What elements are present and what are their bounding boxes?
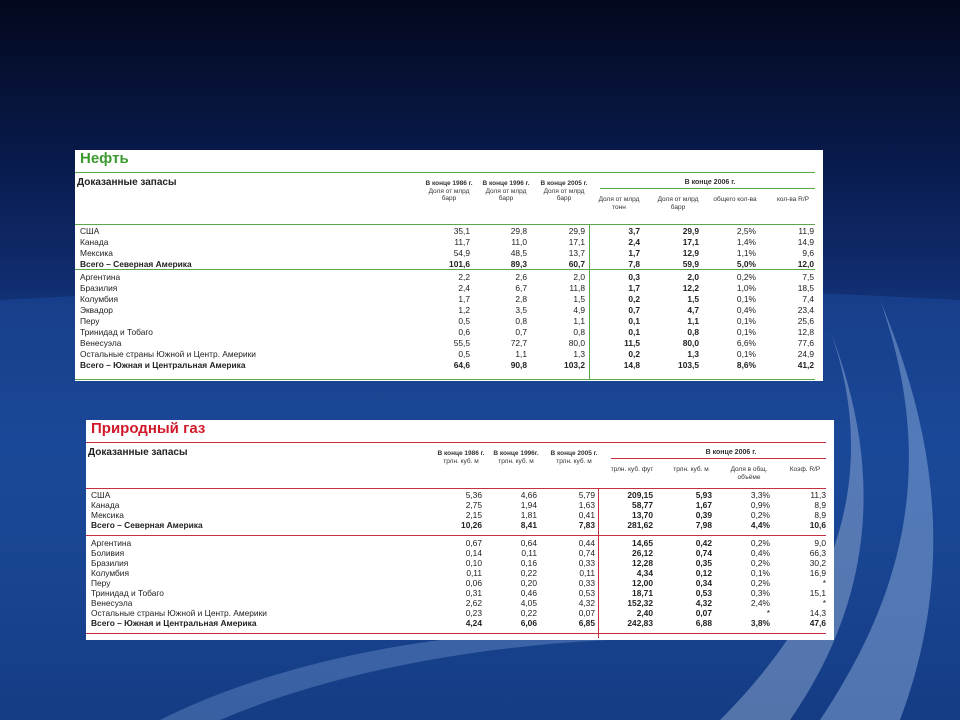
oil-row-label: Венесуэла (80, 338, 122, 348)
oil-row-label: Бразилия (80, 283, 118, 293)
gas-cell: 0,20 (520, 578, 537, 588)
oil-column-unit: Доля от млрд барр (543, 187, 585, 202)
gas-cell: 26,12 (632, 548, 653, 558)
gas-cell: 1,94 (520, 500, 537, 510)
gas-cell: 2,62 (465, 598, 482, 608)
gas-cell: 12,28 (632, 558, 653, 568)
oil-cell: 80,0 (568, 338, 585, 348)
oil-cell: 0,6 (458, 327, 470, 337)
gas-group-header: В конце 2006 г. (705, 449, 757, 456)
oil-cell: 14,9 (797, 237, 814, 247)
gas-cell: 281,62 (627, 520, 653, 530)
gas-cell: 5,36 (465, 490, 482, 500)
gas-cell: 4,4% (750, 520, 770, 530)
oil-cell: 0,3 (628, 272, 640, 282)
oil-cell: 11,9 (798, 226, 814, 236)
oil-cell: 11,0 (511, 237, 527, 247)
oil-cell: 77,6 (797, 338, 814, 348)
gas-cell: 10,6 (809, 520, 826, 530)
oil-cell: 12,9 (682, 248, 699, 258)
oil-cell: 8,6% (736, 360, 756, 370)
gas-cell: 2,75 (465, 500, 482, 510)
oil-group-header: В конце 2006 г. (684, 179, 736, 186)
oil-cell: 11,5 (624, 338, 640, 348)
gas-table-row (86, 618, 834, 628)
gas-cell: 6,85 (578, 618, 595, 628)
gas-cell: 66,3 (809, 548, 826, 558)
gas-cell: * (822, 598, 826, 608)
oil-cell: 1,4% (736, 237, 756, 247)
gas-cell: 8,9 (814, 500, 826, 510)
oil-table-row (75, 248, 823, 258)
oil-row-label: Эквадор (80, 305, 113, 315)
gas-divider-bottom (86, 633, 826, 634)
oil-cell: 48,5 (510, 248, 527, 258)
gas-cell: 0,16 (520, 558, 537, 568)
oil-row-label: Колумбия (80, 294, 119, 304)
oil-cell: 17,1 (568, 237, 585, 247)
oil-row-label: Всего – Северная Америка (80, 259, 192, 269)
oil-column-period: В конце 2005 г. (540, 180, 588, 187)
gas-table-row (86, 510, 834, 520)
oil-table-row (75, 338, 823, 348)
oil-title: Нефть (80, 150, 129, 167)
gas-cell: 0,74 (695, 548, 712, 558)
gas-column-header (780, 466, 830, 474)
oil-row-label: Остальные страны Южной и Центр. Америки (80, 349, 256, 359)
oil-cell: 3,7 (628, 226, 640, 236)
gas-cell: 0,53 (695, 588, 712, 598)
oil-cell: 6,6% (736, 338, 756, 348)
oil-row-label: Всего – Южная и Центральная Америка (80, 360, 246, 370)
gas-cell: 15,1 (809, 588, 826, 598)
gas-cell: 5,93 (695, 490, 712, 500)
oil-cell: 59,9 (682, 259, 699, 269)
gas-cell: 47,6 (809, 618, 826, 628)
gas-column-period: В конце 1996г. (493, 450, 539, 457)
oil-cell: 11,8 (569, 283, 585, 293)
gas-row-label: Всего – Северная Америка (91, 520, 203, 530)
oil-divider-mid (75, 269, 815, 270)
oil-table-row (75, 237, 823, 247)
gas-cell: 0,2% (750, 538, 770, 548)
oil-cell: 18,5 (797, 283, 814, 293)
oil-cell: 2,0 (573, 272, 585, 282)
gas-column-header (607, 466, 657, 474)
oil-cell: 11,7 (454, 237, 470, 247)
oil-cell: 2,5% (736, 226, 756, 236)
gas-row-label: Венесуэла (91, 598, 133, 608)
gas-column-unit: трлн. куб. м (443, 457, 479, 465)
gas-cell: 5,79 (578, 490, 595, 500)
oil-cell: 2,4 (628, 237, 640, 247)
oil-cell: 12,0 (797, 259, 814, 269)
gas-table-row (86, 588, 834, 598)
gas-cell: 0,11 (466, 568, 482, 578)
oil-group-underline (600, 188, 815, 189)
oil-cell: 103,5 (678, 360, 699, 370)
gas-divider-mid (86, 535, 826, 536)
oil-row-label: Мексика (80, 248, 113, 258)
gas-cell: 0,2% (750, 558, 770, 568)
gas-column-unit: Доля в общ. объёме (730, 466, 768, 481)
gas-cell: 58,77 (632, 500, 653, 510)
gas-divider-head (86, 488, 826, 489)
gas-column-unit: трлн. куб. м (556, 457, 592, 465)
gas-divider-top (86, 442, 826, 443)
gas-row-label: США (91, 490, 111, 500)
gas-table-row (86, 520, 834, 530)
gas-cell: 0,2% (750, 578, 770, 588)
oil-cell: 1,1 (573, 316, 585, 326)
gas-cell: 0,22 (520, 608, 537, 618)
gas-cell: 2,40 (636, 608, 653, 618)
gas-column-unit: трлн. куб. м (673, 466, 709, 473)
oil-cell: 80,0 (682, 338, 699, 348)
gas-cell: 0,07 (695, 608, 712, 618)
gas-row-label: Аргентина (91, 538, 132, 548)
gas-cell: 0,64 (520, 538, 537, 548)
gas-cell: 1,63 (578, 500, 595, 510)
oil-cell: 1,1 (515, 349, 527, 359)
gas-column-unit: трлн. куб. м (498, 457, 534, 465)
gas-cell: 0,23 (465, 608, 482, 618)
oil-cell: 0,7 (515, 327, 527, 337)
gas-cell: 2,15 (465, 510, 482, 520)
oil-subtitle: Доказанные запасы (77, 177, 177, 188)
oil-cell: 1,0% (736, 283, 756, 293)
oil-table-row (75, 226, 823, 236)
gas-column-header (491, 450, 541, 465)
oil-cell: 1,1 (687, 316, 699, 326)
oil-cell: 2,6 (515, 272, 527, 282)
gas-cell: 4,66 (520, 490, 537, 500)
gas-table-row (86, 568, 834, 578)
gas-row-label: Тринидад и Тобаго (91, 588, 164, 598)
oil-row-label: США (80, 226, 100, 236)
oil-column-header (768, 196, 818, 204)
gas-group-underline (611, 458, 826, 459)
oil-divider-top (75, 172, 815, 173)
gas-row-label: Мексика (91, 510, 124, 520)
gas-cell: 0,34 (695, 578, 712, 588)
oil-cell: 2,4 (458, 283, 470, 293)
gas-table-row (86, 548, 834, 558)
gas-title: Природный газ (91, 420, 206, 437)
gas-column-unit: Коэф. R/P (789, 466, 821, 473)
gas-table-row (86, 558, 834, 568)
gas-subtitle: Доказанные запасы (88, 447, 188, 458)
oil-cell: 14,8 (623, 360, 640, 370)
oil-table-row (75, 360, 823, 370)
gas-table-panel (86, 420, 834, 640)
oil-cell: 1,7 (628, 283, 640, 293)
gas-cell: 16,9 (809, 568, 826, 578)
oil-divider-bottom (75, 379, 815, 380)
oil-table-panel (75, 150, 823, 381)
gas-cell: 18,71 (632, 588, 653, 598)
oil-cell: 1,2 (458, 305, 470, 315)
oil-row-label: Тринидад и Тобаго (80, 327, 153, 337)
oil-cell: 0,4% (736, 305, 756, 315)
gas-cell: 13,70 (632, 510, 653, 520)
gas-cell: 14,3 (809, 608, 826, 618)
oil-column-header (710, 196, 760, 204)
gas-cell: 209,15 (627, 490, 653, 500)
gas-cell: * (766, 608, 770, 618)
oil-table-row (75, 283, 823, 293)
oil-cell: 0,2 (628, 294, 640, 304)
gas-table-row (86, 538, 834, 548)
gas-cell: 7,83 (578, 520, 595, 530)
gas-cell: 11,3 (810, 490, 826, 500)
oil-table-row (75, 349, 823, 359)
oil-column-unit: общего кол-ва (713, 196, 757, 203)
oil-cell: 0,2 (628, 349, 640, 359)
gas-column-header (724, 466, 774, 481)
oil-table-row (75, 259, 823, 269)
oil-cell: 0,8 (687, 327, 699, 337)
oil-column-unit: Доля от млрд барр (485, 187, 527, 202)
gas-cell: 1,67 (695, 500, 712, 510)
gas-column-header (549, 450, 599, 465)
gas-cell: 0,44 (578, 538, 595, 548)
gas-column-unit: трлн. куб. фут (610, 466, 654, 473)
gas-cell: 0,22 (520, 568, 537, 578)
gas-cell: * (822, 578, 826, 588)
gas-table-row (86, 490, 834, 500)
gas-column-period: В конце 1986 г. (437, 450, 485, 457)
gas-cell: 0,12 (695, 568, 712, 578)
gas-cell: 4,24 (465, 618, 482, 628)
gas-row-label: Колумбия (91, 568, 130, 578)
oil-cell: 29,8 (510, 226, 527, 236)
gas-cell: 0,1% (750, 568, 770, 578)
oil-cell: 0,5 (458, 349, 470, 359)
oil-cell: 7,8 (628, 259, 640, 269)
oil-cell: 0,1% (736, 327, 756, 337)
oil-cell: 41,2 (797, 360, 814, 370)
gas-cell: 0,10 (465, 558, 482, 568)
oil-cell: 9,6 (802, 248, 814, 258)
oil-cell: 55,5 (453, 338, 470, 348)
oil-cell: 0,1 (628, 327, 640, 337)
oil-divider-head (75, 224, 815, 225)
oil-table-row (75, 316, 823, 326)
gas-table-row (86, 500, 834, 510)
gas-cell: 3,8% (750, 618, 770, 628)
gas-column-header (436, 450, 486, 465)
gas-cell: 0,33 (578, 558, 595, 568)
oil-cell: 0,1% (736, 349, 756, 359)
oil-cell: 6,7 (515, 283, 527, 293)
oil-cell: 64,6 (453, 360, 470, 370)
oil-cell: 0,8 (573, 327, 585, 337)
oil-cell: 89,3 (510, 259, 527, 269)
gas-table-row (86, 578, 834, 588)
gas-cell: 30,2 (809, 558, 826, 568)
oil-column-unit: Доля от млрд барр (428, 187, 470, 202)
gas-cell: 4,32 (695, 598, 712, 608)
gas-row-label: Перу (91, 578, 111, 588)
gas-cell: 0,39 (695, 510, 712, 520)
gas-cell: 0,11 (521, 548, 537, 558)
oil-cell: 5,0% (736, 259, 756, 269)
oil-cell: 1,1% (736, 248, 756, 258)
oil-cell: 7,5 (802, 272, 814, 282)
oil-table-row (75, 272, 823, 282)
oil-cell: 90,8 (510, 360, 527, 370)
oil-cell: 0,8 (515, 316, 527, 326)
oil-cell: 2,8 (515, 294, 527, 304)
gas-table-row (86, 608, 834, 618)
oil-column-period: В конце 1996 г. (482, 180, 530, 187)
gas-row-label: Боливия (91, 548, 125, 558)
oil-column-header (653, 196, 703, 211)
oil-cell: 3,5 (515, 305, 527, 315)
gas-cell: 4,32 (578, 598, 595, 608)
gas-cell: 0,41 (578, 510, 595, 520)
gas-cell: 0,46 (520, 588, 537, 598)
oil-column-unit: Доля от млрд тонн (598, 196, 640, 211)
oil-cell: 0,5 (458, 316, 470, 326)
oil-cell: 7,4 (802, 294, 814, 304)
gas-cell: 0,3% (750, 588, 770, 598)
oil-cell: 1,7 (628, 248, 640, 258)
oil-cell: 1,7 (458, 294, 470, 304)
oil-cell: 25,6 (797, 316, 814, 326)
oil-cell: 0,1% (736, 294, 756, 304)
gas-cell: 3,3% (750, 490, 770, 500)
gas-cell: 0,35 (695, 558, 712, 568)
gas-cell: 10,26 (461, 520, 482, 530)
oil-column-header (424, 180, 474, 203)
gas-row-label: Бразилия (91, 558, 129, 568)
oil-cell: 2,0 (687, 272, 699, 282)
gas-cell: 0,9% (750, 500, 770, 510)
gas-column-header (666, 466, 716, 474)
oil-table-row (75, 294, 823, 304)
oil-row-label: Аргентина (80, 272, 121, 282)
oil-cell: 29,9 (568, 226, 585, 236)
gas-cell: 0,31 (465, 588, 482, 598)
oil-cell: 101,6 (449, 259, 470, 269)
gas-cell: 6,06 (520, 618, 537, 628)
gas-cell: 7,98 (695, 520, 712, 530)
gas-row-label: Канада (91, 500, 120, 510)
oil-cell: 60,7 (568, 259, 585, 269)
oil-cell: 4,7 (687, 305, 699, 315)
oil-cell: 12,8 (797, 327, 814, 337)
oil-cell: 0,2% (736, 272, 756, 282)
gas-cell: 0,33 (578, 578, 595, 588)
gas-cell: 0,14 (465, 548, 482, 558)
oil-cell: 0,1% (736, 316, 756, 326)
gas-table-row (86, 598, 834, 608)
gas-cell: 0,67 (465, 538, 482, 548)
oil-row-label: Канада (80, 237, 109, 247)
oil-cell: 1,3 (687, 349, 699, 359)
oil-cell: 29,9 (682, 226, 699, 236)
gas-cell: 1,81 (520, 510, 537, 520)
gas-cell: 4,34 (636, 568, 653, 578)
oil-cell: 0,1 (628, 316, 640, 326)
oil-cell: 13,7 (568, 248, 585, 258)
gas-cell: 0,42 (695, 538, 712, 548)
gas-cell: 0,74 (578, 548, 595, 558)
oil-column-header (594, 196, 644, 211)
oil-cell: 1,3 (573, 349, 585, 359)
oil-column-unit: Доля от млрд барр (657, 196, 699, 211)
oil-cell: 4,9 (573, 305, 585, 315)
oil-column-header (481, 180, 531, 203)
oil-cell: 54,9 (453, 248, 470, 258)
oil-table-row (75, 327, 823, 337)
oil-cell: 1,5 (687, 294, 699, 304)
gas-cell: 8,9 (814, 510, 826, 520)
oil-column-unit: кол-ва R/P (777, 196, 809, 203)
oil-cell: 72,7 (510, 338, 527, 348)
gas-cell: 0,53 (578, 588, 595, 598)
gas-cell: 14,65 (632, 538, 653, 548)
gas-cell: 4,05 (520, 598, 537, 608)
oil-cell: 12,2 (682, 283, 699, 293)
gas-cell: 8,41 (520, 520, 537, 530)
oil-row-label: Перу (80, 316, 100, 326)
gas-cell: 9,0 (814, 538, 826, 548)
gas-cell: 0,06 (465, 578, 482, 588)
gas-column-period: В конце 2005 г. (550, 450, 598, 457)
gas-cell: 0,11 (579, 568, 595, 578)
gas-cell: 152,32 (627, 598, 653, 608)
oil-column-header (539, 180, 589, 203)
oil-cell: 1,5 (573, 294, 585, 304)
gas-row-label: Остальные страны Южной и Центр. Америки (91, 608, 267, 618)
oil-cell: 24,9 (797, 349, 814, 359)
oil-cell: 35,1 (453, 226, 470, 236)
gas-cell: 242,83 (627, 618, 653, 628)
gas-row-label: Всего – Южная и Центральная Америка (91, 618, 257, 628)
gas-cell: 12,00 (632, 578, 653, 588)
gas-cell: 0,07 (578, 608, 595, 618)
oil-cell: 103,2 (564, 360, 585, 370)
gas-cell: 0,4% (750, 548, 770, 558)
oil-cell: 17,1 (682, 237, 699, 247)
oil-cell: 23,4 (797, 305, 814, 315)
gas-cell: 0,2% (750, 510, 770, 520)
oil-column-period: В конце 1986 г. (425, 180, 473, 187)
oil-cell: 0,7 (628, 305, 640, 315)
oil-table-row (75, 305, 823, 315)
gas-cell: 2,4% (750, 598, 770, 608)
oil-cell: 2,2 (458, 272, 470, 282)
gas-cell: 6,88 (695, 618, 712, 628)
